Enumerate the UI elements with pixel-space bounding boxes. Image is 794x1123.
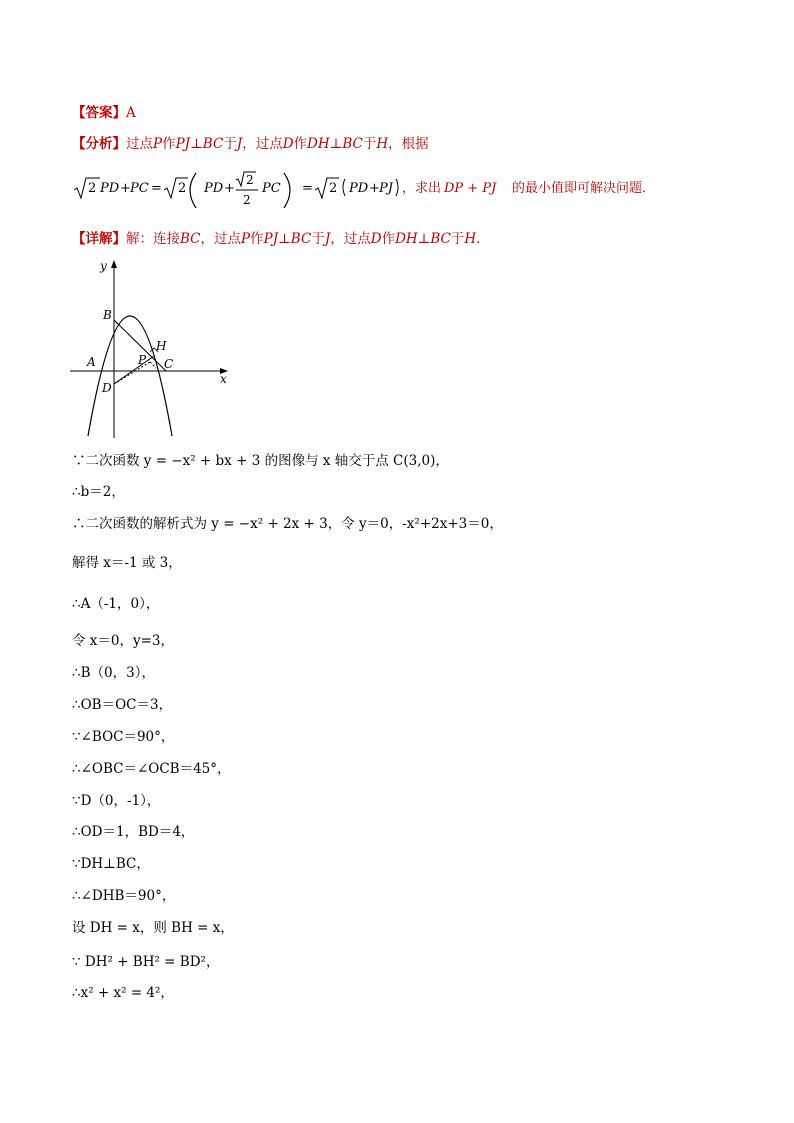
svg-text:2: 2: [243, 193, 251, 207]
svg-text:PC: PC: [130, 181, 149, 196]
step-line: ∴OB＝OC＝3，: [72, 697, 173, 713]
analysis-line: [72, 135, 429, 153]
svg-text:PD: PD: [204, 181, 224, 196]
step-line: 令 x＝0，y=3，: [72, 633, 175, 649]
step-line: ∵二次函数 y = −x² + bx + 3 的图像与 x 轴交于点 C(3,0)，: [72, 453, 449, 469]
svg-text:PC: PC: [262, 181, 281, 196]
answer-line: [72, 104, 136, 122]
label-h: H: [156, 339, 167, 353]
svg-text:2: 2: [88, 181, 97, 196]
label-b: B: [103, 308, 112, 322]
label-d: D: [102, 381, 112, 395]
step-line: ∴B（0，3），: [72, 665, 155, 681]
step-line: ∴x² + x² = 4²，: [72, 985, 174, 1001]
step-line: ∵D（0，-1），: [72, 793, 161, 809]
analysis-text: 过点P作PJ⊥BC于J，过点D作DH⊥BC于H，根据: [126, 136, 429, 152]
svg-text:+: +: [224, 181, 235, 196]
parabola-figure: [70, 256, 235, 441]
label-y: y: [100, 259, 107, 273]
answer-tag: 【答案】: [72, 105, 126, 121]
step-line: ∵DH⊥BC，: [72, 856, 150, 872]
label-x: x: [220, 372, 227, 386]
step-line: ∴A（-1，0），: [72, 596, 160, 612]
step-line: ∵ DH² + BH² = BD²，: [72, 954, 220, 970]
svg-text:+: +: [369, 181, 380, 196]
step-line: ∴∠OBC＝∠OCB＝45°，: [72, 761, 231, 777]
svg-text:PD: PD: [349, 181, 369, 196]
svg-text:=: =: [302, 181, 313, 196]
step-line: ∴b＝2，: [72, 484, 125, 500]
parabola-curve: [88, 316, 172, 436]
formula-tail-pre: ，求出: [402, 181, 442, 196]
svg-text:+: +: [120, 181, 131, 196]
svg-text:2: 2: [329, 181, 338, 196]
detail-text: 解：连接BC，过点P作PJ⊥BC于J，过点D作DH⊥BC于H．: [126, 231, 490, 247]
formula-tail-end: 的最小值即可解决问题．: [512, 181, 656, 196]
svg-text:2: 2: [178, 181, 187, 196]
svg-text:=: =: [151, 181, 162, 196]
label-a: A: [87, 355, 96, 369]
detail-line: [72, 230, 490, 248]
svg-text:PJ: PJ: [379, 181, 393, 196]
step-line: 解得 x＝-1 或 3，: [72, 555, 182, 571]
step-line: ∵∠BOC＝90°，: [72, 729, 175, 745]
svg-text:PD: PD: [100, 181, 120, 196]
segment-dh: [114, 356, 154, 384]
answer-value: A: [126, 105, 136, 121]
detail-tag: 【详解】: [72, 231, 126, 247]
label-c: C: [164, 357, 174, 371]
formula-svg: [72, 170, 656, 212]
step-line: ∴∠DHB＝90°，: [72, 888, 176, 904]
step-line: ∴OD＝1，BD＝4，: [72, 824, 195, 840]
svg-text:2: 2: [246, 173, 254, 187]
segment-pj: [150, 362, 156, 368]
y-axis-arrow: [111, 260, 117, 268]
analysis-tag: 【分析】: [72, 136, 126, 152]
analysis-formula: [72, 170, 656, 210]
step-line: ∴二次函数的解析式为 y = −x² + 2x + 3，令 y＝0，-x²+2x+3＝0，: [72, 516, 503, 532]
formula-tail-expr: DP + PJ: [444, 181, 497, 196]
step-line: 设 DH = x，则 BH = x，: [72, 920, 234, 936]
label-p: P: [138, 353, 147, 367]
